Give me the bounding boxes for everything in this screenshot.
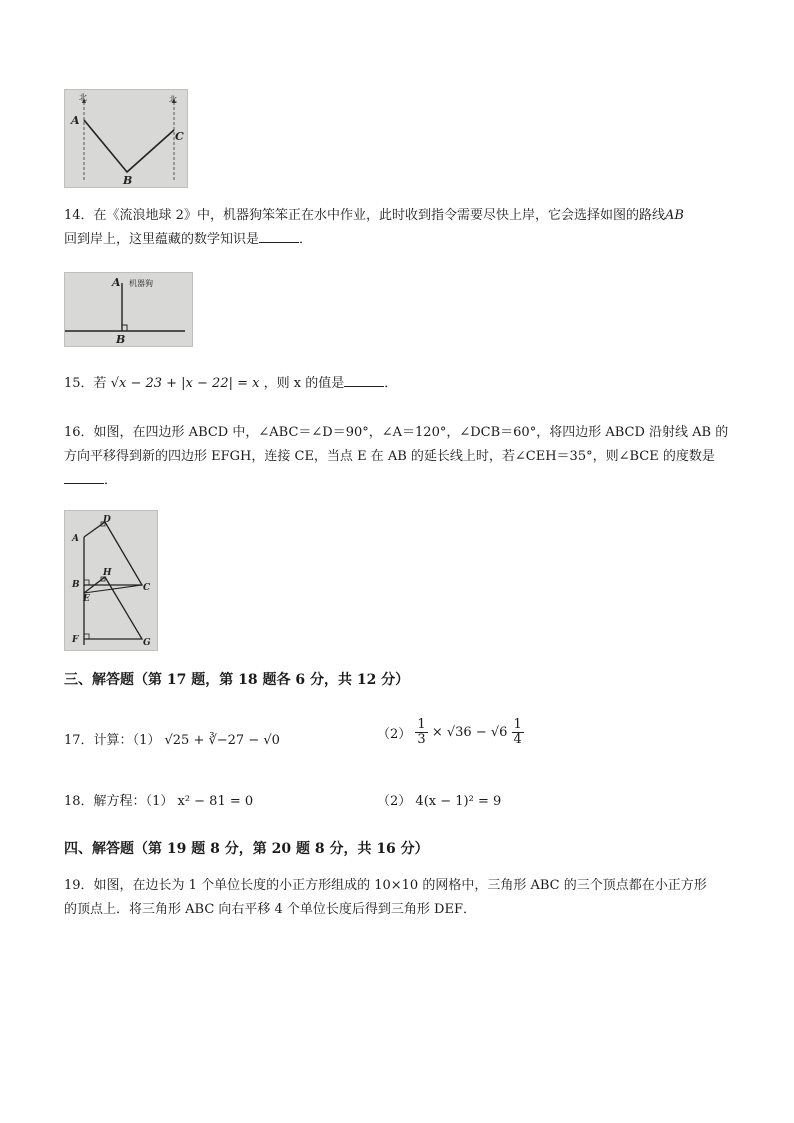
q19-line2: 的顶点上．将三角形 ABC 向右平移 4 个单位长度后得到三角形 DEF． [64, 902, 476, 917]
q19-number: 19． [64, 878, 94, 893]
quad-point-a: A [72, 534, 79, 544]
q16-line2: 方向平移得到新的四边形 EFGH，连接 CE，当点 E 在 AB 的延长线上时，若∠CEH＝35°，则∠BCE 的度数是 [64, 449, 715, 464]
q16-number: 16． [64, 425, 94, 440]
q14-text-line1: 在《流浪地球 2》中，机器狗笨笨正在水中作业，此时收到指令需要尽快上岸，它会选择如图的路线 [93, 208, 665, 223]
q16-answer-blank[interactable] [64, 471, 104, 484]
q19-line1: 如图，在边长为 1 个单位长度的小正方形组成的 10×10 的网格中，三角形 ABC 的三个顶点都在小正方形 [93, 878, 707, 893]
question-19 [64, 874, 734, 922]
q17-part2-no: （2） [377, 727, 412, 742]
q17-part1-expr: √25 + ∛−27 − √0 [164, 733, 280, 748]
section-3-heading: 三、解答题（第 17 题，第 18 题各 6 分，共 12 分） [64, 672, 410, 688]
figure-quadrilateral-translation [64, 510, 158, 651]
quad-point-f: F [72, 635, 79, 645]
q15-expression: √x − 23 + |x − 22| = x [110, 376, 260, 391]
q17-part2-fraction [415, 718, 427, 747]
question-16 [64, 421, 734, 493]
q16-end: ． [104, 473, 118, 488]
question-14 [64, 204, 734, 252]
q14-text-line2: 回到岸上，这里蕴藏的数学知识是 [64, 232, 260, 247]
question-15 [64, 372, 734, 396]
q16-line1: 如图，在四边形 ABCD 中，∠ABC＝∠D＝90°，∠A＝120°，∠DCB＝60°，将四边形 ABCD 沿射线 AB 的 [93, 425, 729, 440]
point-a-label: A [71, 114, 80, 127]
q14-number: 14． [64, 208, 94, 223]
robot-point-b: B [116, 333, 126, 346]
north-label-left: 北 [79, 93, 87, 102]
q17-mixed-den: 4 [513, 732, 522, 747]
quad-point-e: E [83, 594, 90, 604]
q17-number: 17． [64, 733, 94, 748]
q17-frac-den: 3 [417, 732, 426, 747]
q15-suffix: ，则 x 的值是 [263, 376, 345, 391]
q18-part1-expr: x² − 81 = 0 [177, 794, 254, 809]
section-4-heading: 四、解答题（第 19 题 8 分，第 20 题 8 分，共 16 分） [64, 841, 429, 857]
q15-prefix: 若 [93, 376, 107, 391]
question-17 [64, 718, 734, 758]
q17-part2-rest: × √36 − √6 [431, 725, 508, 740]
q17-part1-no: （1） [132, 733, 161, 748]
quad-point-c: C [143, 583, 151, 593]
q18-part2-no: （2） [377, 794, 412, 809]
figure-robot-dog [64, 272, 193, 347]
q18-part1-no: （1） [145, 794, 174, 809]
q18-number: 18． [64, 794, 94, 809]
quad-point-g: G [143, 638, 151, 648]
robot-point-a: A [112, 276, 121, 289]
q15-end: ． [384, 376, 398, 391]
q17-frac-num: 1 [417, 717, 426, 732]
q15-answer-blank[interactable] [344, 374, 384, 387]
q14-ab: AB [664, 208, 684, 223]
figure-north-route [64, 89, 188, 188]
q17-mixed-num: 1 [513, 717, 522, 732]
north-label-right: 北 [169, 95, 177, 104]
q18-label: 解方程： [93, 794, 146, 809]
q17-mixed-fraction [512, 718, 524, 747]
quad-point-d: D [103, 515, 111, 525]
q17-label: 计算： [93, 733, 133, 748]
point-c-label: C [175, 130, 184, 143]
q14-end: ． [299, 232, 313, 247]
point-b-label: B [123, 174, 133, 187]
robot-dog-label: 机器狗 [129, 279, 153, 288]
q18-part2-expr: 4(x − 1)² = 9 [415, 794, 502, 809]
q15-number: 15． [64, 376, 94, 391]
q14-answer-blank[interactable] [259, 230, 299, 243]
quad-point-b: B [72, 580, 80, 590]
quad-point-h: H [103, 568, 112, 578]
question-18 [64, 790, 734, 814]
